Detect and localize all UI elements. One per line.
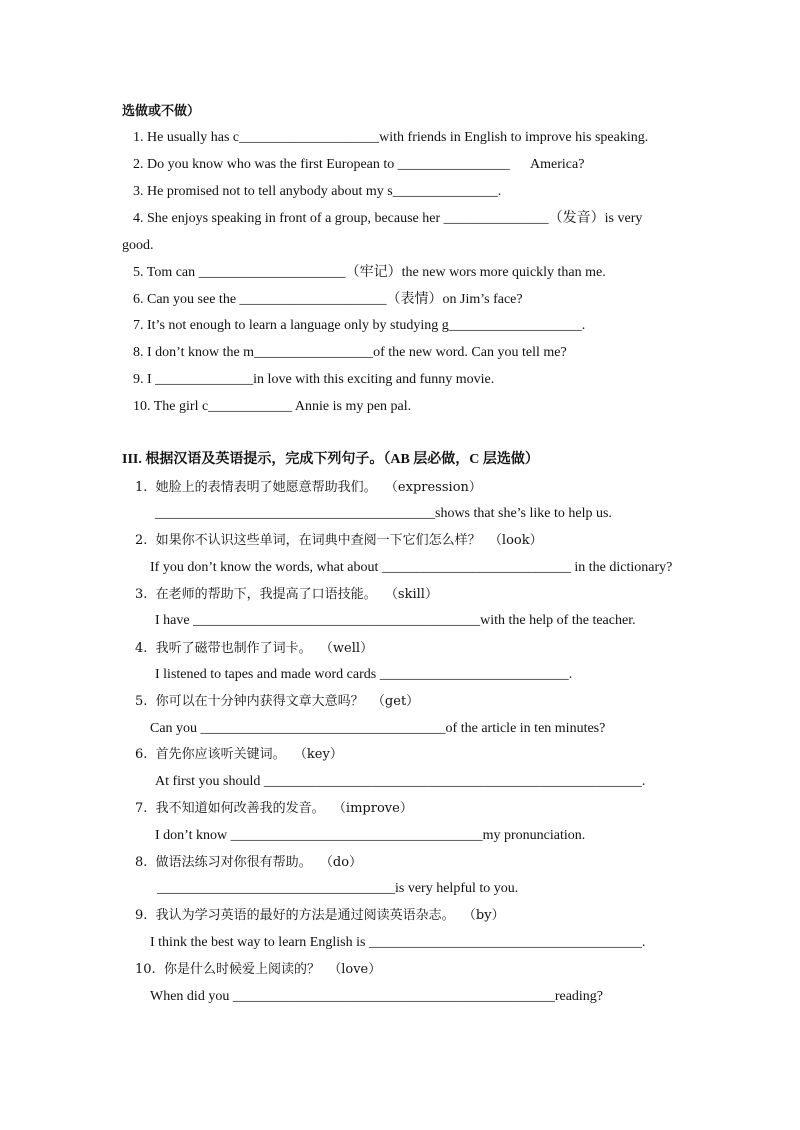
question-prompt: 8. 做语法练习对你很有帮助。 （do） bbox=[135, 855, 363, 870]
answer-line: If you don’t know the words, what about ___________________________ in the dictionary? bbox=[150, 560, 673, 575]
section-3-title: III. 根据汉语及英语提示，完成下列句子。（AB 层必做，C 层选做） bbox=[122, 452, 539, 467]
answer-line: ________________________________________shows that she’s like to help us. bbox=[155, 506, 612, 521]
list-item: 3. He promised not to tell anybody about my s_______________. bbox=[133, 184, 502, 199]
question-prompt: 5. 你可以在十分钟内获得文章大意吗？ （get） bbox=[135, 694, 420, 709]
question-prompt: 10. 你是什么时候爱上阅读的？ （love） bbox=[135, 962, 382, 977]
list-item-continuation: good. bbox=[122, 238, 154, 253]
answer-line: At first you should ______________________________________________________. bbox=[155, 774, 646, 789]
list-item: 1. He usually has c____________________with friends in English to improve his speaking. bbox=[133, 130, 649, 145]
list-item: 10. The girl c____________ Annie is my pen pal. bbox=[133, 399, 412, 414]
question-prompt: 9. 我认为学习英语的最好的方法是通过阅读英语杂志。 （by） bbox=[135, 908, 505, 923]
question-prompt: 7. 我不知道如何改善我的发音。 （improve） bbox=[135, 801, 413, 816]
list-item: 6. Can you see the _____________________（表情）on Jim’s face? bbox=[133, 292, 523, 307]
list-item: 2. Do you know who was the first European to ________________ America? bbox=[133, 157, 585, 172]
answer-line: I don’t know ____________________________________my pronunciation. bbox=[155, 828, 586, 843]
question-prompt: 2. 如果你不认识这些单词，在词典中查阅一下它们怎么样？ （look） bbox=[135, 533, 543, 548]
answer-line: Can you ___________________________________of the article in ten minutes? bbox=[150, 721, 606, 736]
list-item: 8. I don’t know the m_________________of the new word. Can you tell me? bbox=[133, 345, 567, 360]
question-prompt: 1. 她脸上的表情表明了她愿意帮助我们。 （expression） bbox=[135, 480, 482, 495]
list-item: 4. She enjoys speaking in front of a group, because her _______________（发音）is very bbox=[133, 211, 643, 226]
answer-line: When did you ______________________________________________reading? bbox=[150, 989, 604, 1004]
answer-line: __________________________________is very helpful to you. bbox=[157, 881, 519, 896]
list-item: 9. I ______________in love with this exciting and funny movie. bbox=[133, 372, 495, 387]
answer-line: I listened to tapes and made word cards ___________________________. bbox=[155, 667, 573, 682]
list-item: 7. It’s not enough to learn a language only by studying g___________________. bbox=[133, 318, 586, 333]
question-prompt: 6. 首先你应该听关键词。 （key） bbox=[135, 747, 343, 762]
partial-heading: 选做或不做） bbox=[122, 104, 201, 119]
answer-line: I have _________________________________________with the help of the teacher. bbox=[155, 613, 636, 628]
answer-line: I think the best way to learn English is _______________________________________. bbox=[150, 935, 646, 950]
list-item: 5. Tom can _____________________（牢记）the new wors more quickly than me. bbox=[133, 265, 606, 280]
question-prompt: 3. 在老师的帮助下，我提高了口语技能。 （skill） bbox=[135, 587, 438, 602]
question-prompt: 4. 我听了磁带也制作了词卡。 （well） bbox=[135, 641, 374, 656]
